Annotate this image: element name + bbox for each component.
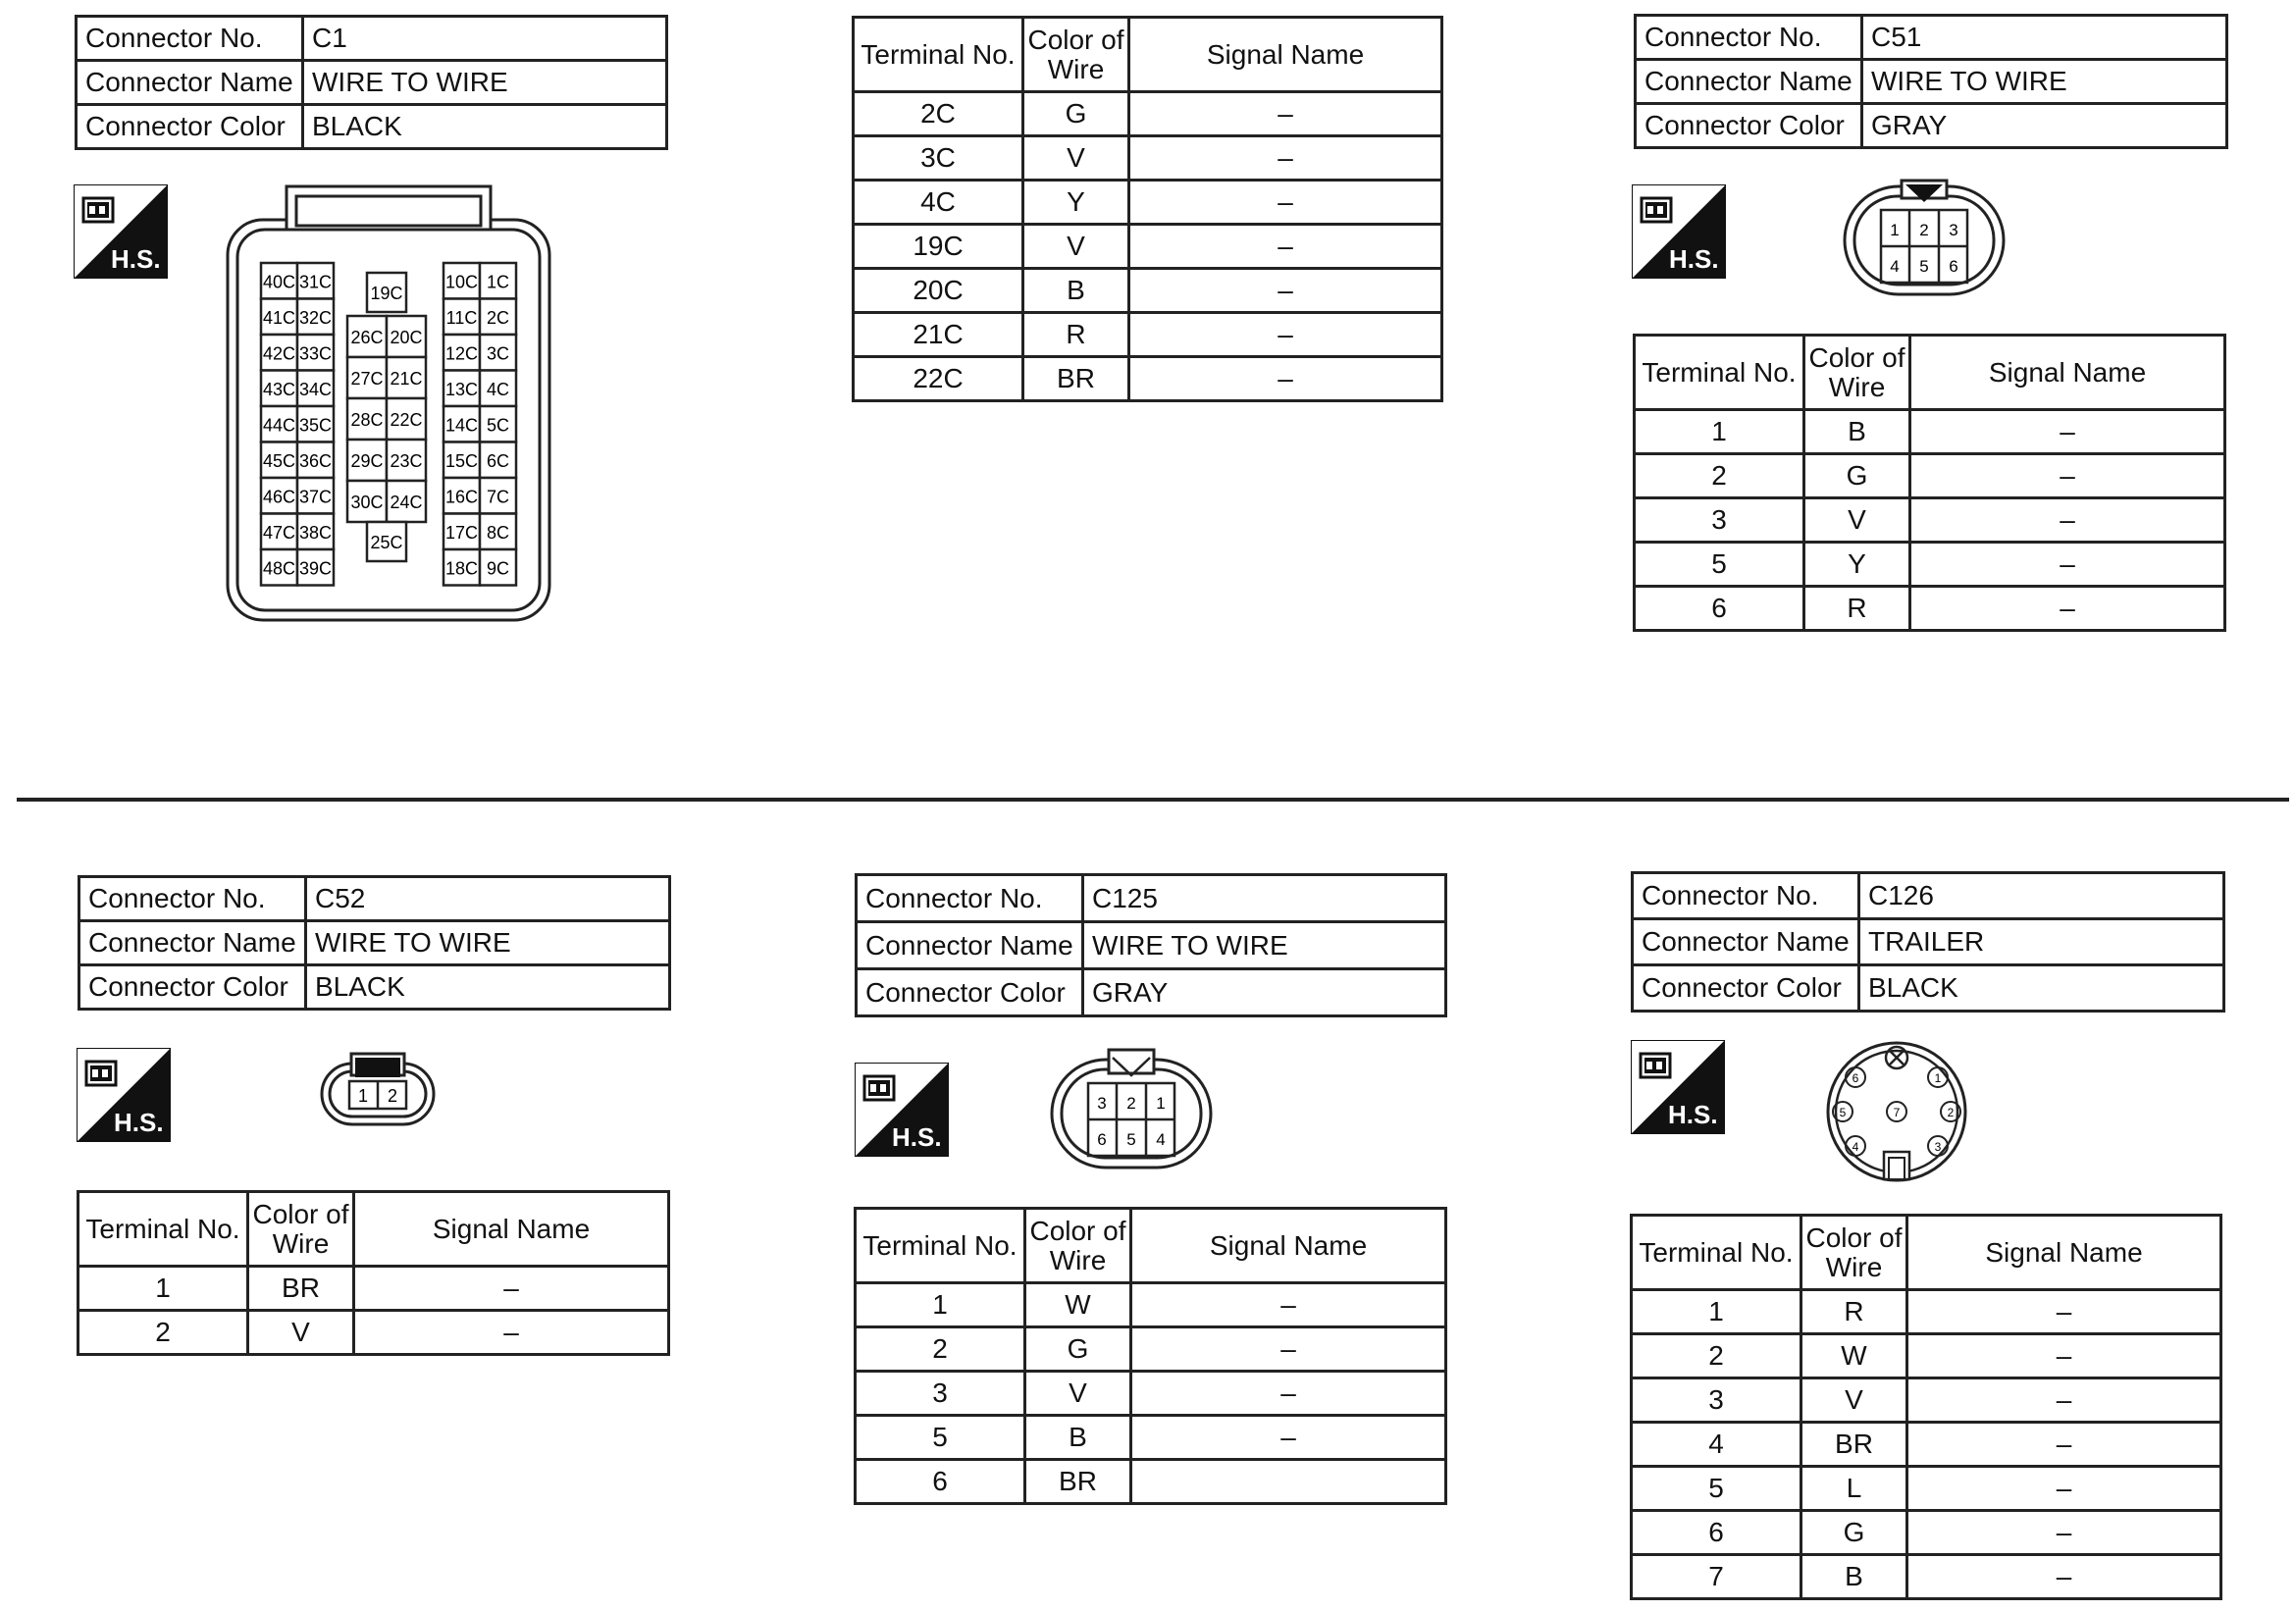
connector-name-label: Connector Name: [857, 922, 1083, 969]
cavity-label: 2: [1126, 1094, 1136, 1113]
terminal-no-cell: 21C: [854, 313, 1023, 357]
terminal-no-cell: 3: [856, 1372, 1025, 1416]
cavity-label: 5: [1839, 1106, 1847, 1119]
terminal-row: [854, 136, 1442, 181]
harness-side-icon: [1632, 184, 1726, 279]
connector-info-c126: [1631, 871, 2225, 1013]
hs-label: H.S.: [1668, 1100, 1718, 1129]
wire-color-cell: G: [1804, 454, 1910, 498]
terminal-row: [1632, 1378, 2221, 1423]
connector-name-value: WIRE TO WIRE: [1862, 60, 2227, 104]
connector-color-label: Connector Color: [857, 969, 1083, 1016]
terminal-table-c1: [852, 16, 1443, 402]
signal-name-cell: [1131, 1460, 1446, 1504]
cavity-label: 33C: [298, 343, 333, 364]
cavity-label: 27C: [350, 369, 384, 389]
signal-name-header: Signal Name: [354, 1192, 669, 1267]
terminal-row: [854, 357, 1442, 401]
terminal-row: [1632, 1555, 2221, 1599]
wire-text: Wire: [1047, 53, 1105, 84]
cavity-label: 44C: [262, 415, 296, 436]
connector-face-c51: [1841, 175, 2008, 298]
connector-color-value: GRAY: [1083, 969, 1446, 1016]
cavity-label: 5: [1919, 257, 1929, 276]
signal-name-cell: –: [1131, 1283, 1446, 1327]
cavity-label: 6C: [486, 450, 510, 471]
wire-color-header: [1804, 336, 1910, 410]
signal-name-cell: –: [1907, 1423, 2221, 1467]
wire-color-header: [1025, 1209, 1131, 1283]
cavity-label: 6: [1097, 1130, 1107, 1149]
connector-name-value: TRAILER: [1859, 919, 2224, 965]
terminal-no-cell: 5: [1635, 543, 1804, 587]
cavity-label: 3: [1949, 221, 1958, 239]
cavity-label: 43C: [262, 379, 296, 399]
terminal-no-cell: 5: [856, 1416, 1025, 1460]
cavity-label: 10C: [444, 272, 479, 292]
wire-color-header: [1023, 18, 1129, 92]
connector-no-label: Connector No.: [857, 875, 1083, 922]
signal-name-cell: –: [1910, 543, 2225, 587]
signal-name-cell: –: [1129, 181, 1442, 225]
color-of-text: Color of: [1029, 1215, 1126, 1246]
terminal-no-header: Terminal No.: [854, 18, 1023, 92]
terminal-table-c125: [854, 1207, 1447, 1505]
cavity-label: 35C: [298, 415, 333, 436]
cavity-label: 13C: [444, 379, 479, 399]
signal-name-cell: –: [1910, 454, 2225, 498]
wire-color-cell: G: [1023, 92, 1129, 136]
connector-info-c1: [75, 15, 668, 150]
connector-color-label: Connector Color: [79, 965, 306, 1010]
connector-name-label: Connector Name: [1633, 919, 1859, 965]
hs-label: H.S.: [892, 1122, 942, 1152]
cavity-label: 46C: [262, 487, 296, 507]
c126-pins: [1833, 1067, 1960, 1156]
terminal-no-cell: 2C: [854, 92, 1023, 136]
signal-name-cell: –: [1907, 1511, 2221, 1555]
wire-color-header: [248, 1192, 354, 1267]
terminal-row: [1632, 1334, 2221, 1378]
connector-color-label: Connector Color: [1633, 965, 1859, 1012]
wire-color-cell: R: [1801, 1290, 1907, 1334]
terminal-table-c52: [77, 1190, 670, 1356]
connector-no-label: Connector No.: [1633, 873, 1859, 919]
connector-name-value: WIRE TO WIRE: [303, 61, 667, 105]
terminal-no-cell: 20C: [854, 269, 1023, 313]
cavity-label: 1: [1934, 1071, 1942, 1085]
color-of-text: Color of: [252, 1198, 349, 1229]
wire-color-cell: B: [1804, 410, 1910, 454]
wire-color-cell: V: [1023, 136, 1129, 181]
harness-side-icon: [74, 184, 168, 279]
cavity-label: 6: [1852, 1071, 1859, 1085]
cavity-label: 4C: [486, 379, 510, 399]
cavity-label: 41C: [262, 307, 296, 328]
terminal-no-cell: 2: [1632, 1334, 1801, 1378]
connector-color-value: BLACK: [1859, 965, 2224, 1012]
cavity-label: 7C: [486, 487, 510, 507]
signal-name-cell: –: [1910, 410, 2225, 454]
connector-no-value: C1: [303, 17, 667, 61]
terminal-row: [1632, 1511, 2221, 1555]
cavity-label: 28C: [350, 410, 384, 430]
signal-name-header: Signal Name: [1129, 18, 1442, 92]
terminal-no-cell: 7: [1632, 1555, 1801, 1599]
cavity-label: 1: [1890, 221, 1900, 239]
terminal-row: [856, 1460, 1446, 1504]
terminal-no-cell: 5: [1632, 1467, 1801, 1511]
signal-name-cell: –: [1129, 92, 1442, 136]
wire-color-cell: B: [1801, 1555, 1907, 1599]
c1-cavity-grid: [261, 263, 516, 586]
signal-name-header: Signal Name: [1910, 336, 2225, 410]
cavity-label: 3: [1934, 1140, 1942, 1154]
connector-face-c126: [1823, 1038, 1970, 1185]
wire-color-cell: B: [1025, 1416, 1131, 1460]
signal-name-cell: –: [354, 1267, 669, 1311]
terminal-no-cell: 2: [1635, 454, 1804, 498]
cavity-label: 1C: [486, 272, 510, 292]
connector-no-label: Connector No.: [77, 17, 303, 61]
cavity-label: 14C: [444, 415, 479, 436]
cavity-label: 8C: [486, 522, 510, 543]
terminal-no-cell: 3C: [854, 136, 1023, 181]
signal-name-cell: –: [1907, 1290, 2221, 1334]
terminal-row: [1635, 410, 2225, 454]
terminal-row: [78, 1267, 669, 1311]
connector-color-value: BLACK: [306, 965, 670, 1010]
signal-name-cell: –: [1129, 313, 1442, 357]
cavity-label: 24C: [390, 493, 423, 512]
hs-label: H.S.: [1669, 244, 1719, 274]
signal-name-cell: –: [1129, 136, 1442, 181]
wire-color-cell: V: [1801, 1378, 1907, 1423]
terminal-row: [1632, 1290, 2221, 1334]
terminal-row: [856, 1372, 1446, 1416]
cavity-label: 1: [357, 1086, 369, 1106]
terminal-no-header: Terminal No.: [1635, 336, 1804, 410]
terminal-row: [854, 92, 1442, 136]
connector-no-label: Connector No.: [1636, 16, 1862, 60]
wire-color-cell: BR: [1801, 1423, 1907, 1467]
terminal-no-cell: 6: [856, 1460, 1025, 1504]
cavity-label: 40C: [262, 272, 296, 292]
terminal-row: [854, 225, 1442, 269]
cavity-label: 23C: [390, 451, 423, 471]
terminal-no-cell: 2: [78, 1311, 248, 1355]
wire-text: Wire: [1825, 1251, 1883, 1282]
signal-name-cell: –: [1907, 1334, 2221, 1378]
signal-name-cell: –: [1129, 269, 1442, 313]
wire-color-cell: V: [1023, 225, 1129, 269]
connector-no-value: C126: [1859, 873, 2224, 919]
connector-no-value: C125: [1083, 875, 1446, 922]
terminal-no-cell: 3: [1635, 498, 1804, 543]
terminal-row: [1635, 498, 2225, 543]
color-of-text: Color of: [1805, 1221, 1903, 1253]
signal-name-header: Signal Name: [1907, 1216, 2221, 1290]
signal-name-cell: –: [1131, 1416, 1446, 1460]
connector-name-value: WIRE TO WIRE: [306, 921, 670, 965]
cavity-label: 48C: [262, 558, 296, 579]
cavity-label: 18C: [444, 558, 479, 579]
wire-color-cell: B: [1023, 269, 1129, 313]
cavity-label: 25C: [370, 533, 403, 552]
signal-name-cell: –: [1907, 1467, 2221, 1511]
connector-no-value: C52: [306, 877, 670, 921]
cavity-label: 9C: [486, 558, 510, 579]
terminal-row: [856, 1283, 1446, 1327]
cavity-label: 19C: [370, 284, 403, 303]
cavity-label: 2C: [486, 307, 510, 328]
cavity-label: 3C: [486, 343, 510, 364]
connector-no-value: C51: [1862, 16, 2227, 60]
wire-color-cell: W: [1801, 1334, 1907, 1378]
cavity-label: 22C: [390, 410, 423, 430]
harness-side-icon: [855, 1063, 949, 1157]
terminal-no-cell: 22C: [854, 357, 1023, 401]
terminal-no-cell: 4C: [854, 181, 1023, 225]
color-of-text: Color of: [1027, 24, 1124, 55]
cavity-label: 42C: [262, 343, 296, 364]
cavity-label: 32C: [298, 307, 333, 328]
cavity-label: 45C: [262, 450, 296, 471]
cavity-label: 47C: [262, 522, 296, 543]
wire-color-cell: V: [1025, 1372, 1131, 1416]
cavity-label: 3: [1097, 1094, 1107, 1113]
terminal-no-cell: 6: [1635, 587, 1804, 631]
cavity-label: 39C: [298, 558, 333, 579]
terminal-row: [1635, 454, 2225, 498]
cavity-label: 15C: [444, 450, 479, 471]
cavity-label: 2: [387, 1086, 398, 1106]
cavity-label: 30C: [350, 493, 384, 512]
terminal-no-header: Terminal No.: [856, 1209, 1025, 1283]
terminal-no-cell: 1: [856, 1283, 1025, 1327]
cavity-label: 21C: [390, 369, 423, 389]
terminal-no-cell: 19C: [854, 225, 1023, 269]
signal-name-cell: –: [1910, 587, 2225, 631]
terminal-no-cell: 1: [1635, 410, 1804, 454]
terminal-row: [854, 313, 1442, 357]
connector-info-c125: [855, 873, 1447, 1017]
signal-name-cell: –: [1129, 357, 1442, 401]
signal-name-cell: –: [354, 1311, 669, 1355]
connector-name-label: Connector Name: [79, 921, 306, 965]
wire-text: Wire: [272, 1227, 330, 1259]
cavity-label: 31C: [298, 272, 333, 292]
connector-face-c1: [224, 182, 553, 624]
connector-color-label: Connector Color: [77, 105, 303, 149]
terminal-row: [1632, 1423, 2221, 1467]
color-of-text: Color of: [1808, 341, 1905, 373]
cavity-label: 34C: [298, 379, 333, 399]
connector-face-c52: [318, 1048, 438, 1128]
wire-color-cell: BR: [248, 1267, 354, 1311]
terminal-row: [856, 1416, 1446, 1460]
terminal-row: [1632, 1467, 2221, 1511]
cavity-label: 2: [1919, 221, 1929, 239]
cavity-label: 16C: [444, 487, 479, 507]
terminal-no-header: Terminal No.: [78, 1192, 248, 1267]
cavity-label: 11C: [445, 307, 478, 328]
section-divider: [17, 798, 2289, 802]
terminal-table-c51: [1633, 334, 2226, 632]
cavity-label: 4: [1890, 257, 1900, 276]
cavity-label: 6: [1949, 257, 1958, 276]
wire-text: Wire: [1828, 371, 1886, 402]
cavity-label: 29C: [350, 451, 384, 471]
terminal-table-c126: [1630, 1214, 2222, 1600]
wire-color-cell: Y: [1023, 181, 1129, 225]
wire-color-cell: BR: [1025, 1460, 1131, 1504]
cavity-label: 5C: [486, 415, 510, 436]
terminal-row: [856, 1327, 1446, 1372]
wire-text: Wire: [1049, 1244, 1107, 1275]
cavity-label: 17C: [444, 522, 479, 543]
wire-color-cell: V: [248, 1311, 354, 1355]
wire-color-cell: G: [1025, 1327, 1131, 1372]
terminal-row: [1635, 587, 2225, 631]
cavity-label: 26C: [350, 328, 384, 347]
wire-color-cell: W: [1025, 1283, 1131, 1327]
wire-color-header: [1801, 1216, 1907, 1290]
wire-color-cell: Y: [1804, 543, 1910, 587]
signal-name-cell: –: [1907, 1378, 2221, 1423]
cavity-label: 12C: [444, 343, 479, 364]
signal-name-cell: –: [1129, 225, 1442, 269]
signal-name-header: Signal Name: [1131, 1209, 1446, 1283]
terminal-no-cell: 1: [78, 1267, 248, 1311]
terminal-row: [78, 1311, 669, 1355]
wire-color-cell: V: [1804, 498, 1910, 543]
signal-name-cell: –: [1907, 1555, 2221, 1599]
signal-name-cell: –: [1910, 498, 2225, 543]
terminal-row: [854, 269, 1442, 313]
connector-face-c125: [1048, 1044, 1215, 1171]
connector-info-c52: [78, 875, 671, 1011]
signal-name-cell: –: [1131, 1372, 1446, 1416]
cavity-label: 1: [1156, 1094, 1166, 1113]
cavity-label: 4: [1156, 1130, 1166, 1149]
connector-info-c51: [1634, 14, 2228, 149]
wire-color-cell: L: [1801, 1467, 1907, 1511]
hs-label: H.S.: [114, 1108, 164, 1137]
terminal-no-cell: 3: [1632, 1378, 1801, 1423]
harness-side-icon: [1631, 1040, 1725, 1134]
wire-color-cell: R: [1023, 313, 1129, 357]
terminal-row: [854, 181, 1442, 225]
connector-name-label: Connector Name: [1636, 60, 1862, 104]
cavity-label: 2: [1947, 1106, 1955, 1119]
terminal-no-cell: 4: [1632, 1423, 1801, 1467]
wire-color-cell: BR: [1023, 357, 1129, 401]
connector-color-value: GRAY: [1862, 104, 2227, 148]
cavity-label: 37C: [298, 487, 333, 507]
signal-name-cell: –: [1131, 1327, 1446, 1372]
terminal-no-header: Terminal No.: [1632, 1216, 1801, 1290]
cavity-label: 38C: [298, 522, 333, 543]
cavity-label: 7: [1893, 1106, 1901, 1119]
terminal-row: [1635, 543, 2225, 587]
hs-label: H.S.: [111, 244, 161, 274]
cavity-label: 20C: [390, 328, 423, 347]
cavity-label: 36C: [298, 450, 333, 471]
connector-color-value: BLACK: [303, 105, 667, 149]
c51-cavities: [1881, 210, 1967, 283]
cavity-label: 5: [1126, 1130, 1136, 1149]
cavity-label: 4: [1852, 1140, 1859, 1154]
connector-name-value: WIRE TO WIRE: [1083, 922, 1446, 969]
terminal-no-cell: 2: [856, 1327, 1025, 1372]
wire-color-cell: R: [1804, 587, 1910, 631]
harness-side-icon: [77, 1048, 171, 1142]
connector-name-label: Connector Name: [77, 61, 303, 105]
terminal-no-cell: 1: [1632, 1290, 1801, 1334]
wire-color-cell: G: [1801, 1511, 1907, 1555]
terminal-no-cell: 6: [1632, 1511, 1801, 1555]
connector-color-label: Connector Color: [1636, 104, 1862, 148]
connector-no-label: Connector No.: [79, 877, 306, 921]
